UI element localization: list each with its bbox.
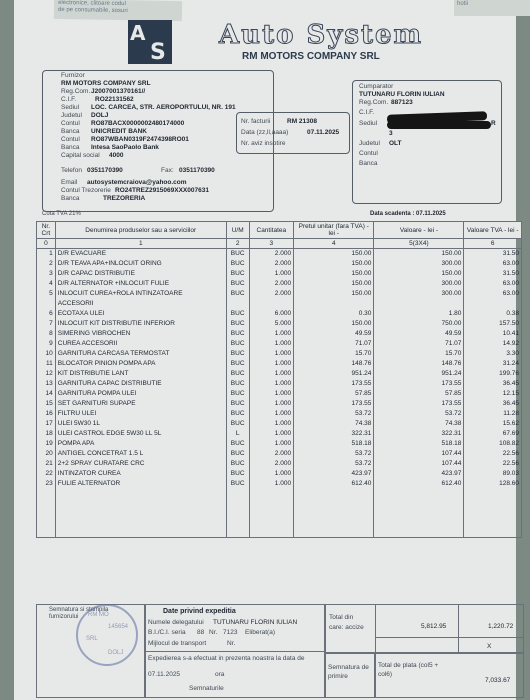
invoice-date: 07.11.2025 [307, 129, 340, 136]
cell-price: 951.24 [294, 369, 374, 379]
cell-name: ULEI CASTROL EDGE 5W30 LL 5L [55, 429, 226, 439]
cell-vat: 22.56 [464, 449, 522, 459]
paper-scrap: electronice, clitoare codul de pe consumabile, sosuri [54, 0, 182, 21]
cell-value: 148.76 [374, 359, 464, 369]
cell-price: 173.55 [294, 399, 374, 409]
items-body [37, 249, 522, 538]
cell-name: FILTRU ULEI [55, 409, 226, 419]
cell-name: GARNITURA CARCASA TERMOSTAT [55, 349, 226, 359]
cell-vat: 31.50 [464, 249, 522, 260]
cell-nr: 15 [37, 399, 56, 409]
cell-um: BUC [226, 359, 249, 369]
cell-price: 74.38 [294, 419, 374, 429]
cell-um: BUC [226, 479, 249, 489]
cell-um: BUC [226, 329, 249, 339]
cell-price: 49.59 [294, 329, 374, 339]
cell-value: 173.55 [374, 399, 464, 409]
supplier-header: Furnizor [61, 72, 85, 79]
cell-name: D/R EVACUARE [55, 249, 226, 260]
table-row [37, 329, 522, 339]
cell-vat: 157.50 [464, 319, 522, 329]
cell-qty: 1.000 [249, 479, 294, 489]
cell-nr: 17 [37, 419, 56, 429]
payment-total-box: Total de plata (col5 + col6) 7,033.67 [374, 652, 524, 698]
cell-vat [464, 299, 522, 309]
cell-vat: 89.03 [464, 469, 522, 479]
cell-nr: 5 [37, 289, 56, 299]
cell-qty: 1.000 [249, 359, 294, 369]
supplier-email: autosystemcraiova@yahoo.com [87, 179, 187, 186]
cell-name: ULEI 5W30 1L [55, 419, 226, 429]
cell-qty [249, 299, 294, 309]
table-header-row [37, 222, 522, 239]
cell-um: BUC [226, 249, 249, 260]
cell-nr: 19 [37, 439, 56, 449]
table-row [37, 259, 522, 269]
expedition-title: Date privind expeditia [163, 608, 236, 615]
cell-value: 1.80 [374, 309, 464, 319]
cell-qty: 2.000 [249, 449, 294, 459]
cell-nr: 2 [37, 259, 56, 269]
cell-um: BUC [226, 279, 249, 289]
cell-um [226, 299, 249, 309]
cell-price: 148.76 [294, 359, 374, 369]
cell-nr: 16 [37, 409, 56, 419]
cell-name: GARNITURA POMPA ULEI [55, 389, 226, 399]
table-row [37, 319, 522, 329]
cell-qty: 1.000 [249, 409, 294, 419]
cell-nr: 14 [37, 389, 56, 399]
cell-vat: 63.00 [464, 259, 522, 269]
cell-um: BUC [226, 469, 249, 479]
table-row [37, 289, 522, 299]
cell-value: 423.97 [374, 469, 464, 479]
table-filler-row [37, 489, 522, 538]
cell-price: 423.97 [294, 469, 374, 479]
buyer-name: TUTUNARU FLORIN IULIAN [359, 91, 445, 98]
company-stamp: RM MO 145654 SRL DOLJ [76, 604, 138, 666]
table-row [37, 379, 522, 389]
cell-name: INLOCUIT CUREA+ROLA INTINZATOARE [55, 289, 226, 299]
cell-value: 612.40 [374, 479, 464, 489]
cell-name: ECOTAXA ULEI [55, 309, 226, 319]
cell-um: BUC [226, 379, 249, 389]
cell-nr: 18 [37, 429, 56, 439]
cell-vat: 36.45 [464, 399, 522, 409]
brand-subtitle: RM MOTORS COMPANY SRL [242, 51, 380, 62]
cell-name: SIMERING VIBROCHEN [55, 329, 226, 339]
cell-value [374, 299, 464, 309]
cell-vat: 199.76 [464, 369, 522, 379]
cell-vat: 63.00 [464, 279, 522, 289]
cell-vat: 36.45 [464, 379, 522, 389]
table-row [37, 469, 522, 479]
cell-name: D/R ALTERNATOR +INLOCUIT FULIE [55, 279, 226, 289]
paper-scrap-right: hotii [454, 0, 530, 16]
cell-price: 53.72 [294, 409, 374, 419]
cell-um: L [226, 429, 249, 439]
table-row [37, 459, 522, 469]
cell-value: 74.38 [374, 419, 464, 429]
col-header-price: Pretul unitar (fara TVA) - lei - [294, 222, 374, 239]
table-row [37, 279, 522, 289]
buyer-box: Cumparator TUTUNARU FLORIN IULIAN Reg.Com. 887123 C.I.F. Sediul R 3 Judetul OLT Contul Banca [352, 80, 502, 204]
cell-nr: 20 [37, 449, 56, 459]
cell-qty: 2.000 [249, 259, 294, 269]
cell-name: 2+2 SPRAY CURATARE CRC [55, 459, 226, 469]
table-row [37, 249, 522, 260]
cell-value: 951.24 [374, 369, 464, 379]
cell-name: D/R TEAVA APA+INLOCUIT ORING [55, 259, 226, 269]
table-row [37, 479, 522, 489]
table-row [37, 449, 522, 459]
delegate-name: TUTUNARU FLORIN IULIAN [213, 619, 298, 626]
cell-nr: 8 [37, 329, 56, 339]
cell-price: 150.00 [294, 269, 374, 279]
cell-price: 150.00 [294, 249, 374, 260]
cell-vat: 0.38 [464, 309, 522, 319]
cell-value: 15.70 [374, 349, 464, 359]
cell-qty: 1.000 [249, 349, 294, 359]
cell-qty: 1.000 [249, 369, 294, 379]
expedition-text: Expedierea s-a efectuat in prezenta noastra la data de [148, 655, 305, 662]
cell-vat: 67.69 [464, 429, 522, 439]
cell-um: BUC [226, 259, 249, 269]
table-row [37, 389, 522, 399]
cell-name: POMPA APA [55, 439, 226, 449]
table-row [37, 399, 522, 409]
cell-price: 0.30 [294, 309, 374, 319]
cell-nr: 6 [37, 309, 56, 319]
cell-qty: 1.000 [249, 419, 294, 429]
expedition-box: Date privind expeditia Numele delegatului TUTUNARU FLORIN IULIAN B.I./C.I. seria 88 Nr. 7123 Eliberat(a) Mijlocul de transport Nr. Expedierea s-a efectuat in prezenta noastra la data de 07.11.2025 ora Semnaturile [144, 604, 326, 698]
col-header-qty: Cantitatea [249, 222, 294, 239]
cell-value: 49.59 [374, 329, 464, 339]
cell-nr: 7 [37, 319, 56, 329]
cell-value: 53.72 [374, 409, 464, 419]
table-row [37, 409, 522, 419]
table-row [37, 309, 522, 319]
cell-name: GARNITURA CAPAC DISTRIBUTIE [55, 379, 226, 389]
cell-um: BUC [226, 269, 249, 279]
cell-price: 173.55 [294, 379, 374, 389]
cell-name: D/R CAPAC DISTRIBUTIE [55, 269, 226, 279]
cell-value: 750.00 [374, 319, 464, 329]
cell-price: 150.00 [294, 259, 374, 269]
cell-nr: 9 [37, 339, 56, 349]
cell-nr: 12 [37, 369, 56, 379]
cell-value: 150.00 [374, 249, 464, 260]
invoice-number-box: Nr. facturii RM 21308 Data (zz,ll,aaaa) 07.11.2025 Nr. aviz insotire [236, 112, 350, 154]
cell-price [294, 299, 374, 309]
cell-vat: 31.24 [464, 359, 522, 369]
cell-qty: 1.000 [249, 439, 294, 449]
cell-name: INTINZATOR CUREA [55, 469, 226, 479]
cell-um: BUC [226, 419, 249, 429]
col-header-um: U/M [226, 222, 249, 239]
cell-value: 300.00 [374, 279, 464, 289]
invoice-sheet [14, 0, 519, 700]
col-header-value: Valoare - lei - [374, 222, 464, 239]
totals-box: Total din care: accize 5,812.95 1,220.72 X [324, 604, 524, 654]
supplier-name: RM MOTORS COMPANY SRL [61, 80, 151, 87]
cell-value: 150.00 [374, 269, 464, 279]
cell-qty: 1.000 [249, 339, 294, 349]
cell-name: ACCESORII [55, 299, 226, 309]
cell-qty: 2.000 [249, 279, 294, 289]
cell-price: 322.31 [294, 429, 374, 439]
cell-um: BUC [226, 399, 249, 409]
cell-value: 173.55 [374, 379, 464, 389]
cell-name: KIT DISTRIBUTIE LANT [55, 369, 226, 379]
total-label: Total din care: accize [329, 614, 364, 631]
cell-um: BUC [226, 439, 249, 449]
cell-um: BUC [226, 459, 249, 469]
cell-price: 15.70 [294, 349, 374, 359]
cell-vat: 12.15 [464, 389, 522, 399]
table-row [37, 429, 522, 439]
total-value: 5,812.95 [421, 623, 447, 630]
cell-price: 612.40 [294, 479, 374, 489]
cell-value: 71.07 [374, 339, 464, 349]
cell-qty: 2.000 [249, 249, 294, 260]
vat-rate: Cota TVA 21% [42, 211, 81, 217]
supplier-box: Furnizor RM MOTORS COMPANY SRL Reg.Com. J2007001370161// C.I.F. RO22131562 Sediul LOC. CARCEA, STR. AEROPORTULUI, NR. 191 Judetul DOLJ Contul RO87BACX0000002480174000 Banca UNICREDIT BANK Contul RO87WBAN0319F2474398RO01 Banca Intesa SaoPaolo Bank Capital social 4000 Telefon 0351170390 Fax: 0351170390 Email autosystemcraiova@yahoo.com Contul Trezorerie RO24TREZ2915069XXX007631 Banca TREZORERIA [42, 70, 274, 212]
cell-vat: 11.28 [464, 409, 522, 419]
cell-value: 322.31 [374, 429, 464, 439]
cell-name: SET GARNITURI SUPAPE [55, 399, 226, 409]
payment-total: 7,033.67 [485, 677, 511, 684]
table-row [37, 339, 522, 349]
cell-nr: 10 [37, 349, 56, 359]
cell-nr: 13 [37, 379, 56, 389]
cell-value: 300.00 [374, 259, 464, 269]
cell-qty: 1.000 [249, 379, 294, 389]
cell-value: 300.00 [374, 289, 464, 299]
cell-qty: 2.000 [249, 459, 294, 469]
cell-vat: 22.56 [464, 459, 522, 469]
receipt-signature-box: Semnatura de primire [324, 652, 376, 698]
buyer-header: Cumparator [359, 83, 394, 90]
table-row [37, 439, 522, 449]
cell-qty: 6.000 [249, 309, 294, 319]
cell-um: BUC [226, 369, 249, 379]
cell-vat: 31.50 [464, 269, 522, 279]
cell-vat: 14.92 [464, 339, 522, 349]
cell-qty: 1.000 [249, 399, 294, 409]
stamp-box-label: Semnatura si stampila furnizorului [49, 607, 109, 620]
cell-qty: 1.000 [249, 429, 294, 439]
cell-nr: 1 [37, 249, 56, 260]
cell-price: 71.07 [294, 339, 374, 349]
cell-vat: 10.41 [464, 329, 522, 339]
cell-um: BUC [226, 309, 249, 319]
cell-qty: 5.000 [249, 319, 294, 329]
col-header-name: Denumirea produselor sau a serviciilor [55, 222, 226, 239]
cell-vat: 63.00 [464, 289, 522, 299]
cell-um: BUC [226, 389, 249, 399]
cell-price: 57.85 [294, 389, 374, 399]
cell-qty: 1.000 [249, 469, 294, 479]
column-number-row: 0 1 2 3 4 5(3X4) 6 [37, 239, 522, 249]
table-row [37, 369, 522, 379]
cell-qty: 2.000 [249, 289, 294, 299]
cell-nr: 11 [37, 359, 56, 369]
cell-um: BUC [226, 289, 249, 299]
items-table [36, 221, 522, 538]
cell-price: 518.18 [294, 439, 374, 449]
total-vat: 1,220.72 [488, 623, 514, 630]
cell-value: 518.18 [374, 439, 464, 449]
cell-um: BUC [226, 339, 249, 349]
cell-nr: 22 [37, 469, 56, 479]
due-date: Data scadenta : 07.11.2025 [370, 211, 446, 217]
cell-vat: 3.30 [464, 349, 522, 359]
cell-name: CUREA ACCESORII [55, 339, 226, 349]
redaction-mark [387, 121, 491, 129]
col-header-vat: Valoare TVA - lei - [464, 222, 522, 239]
cell-vat: 108.82 [464, 439, 522, 449]
cell-nr: 4 [37, 279, 56, 289]
cell-um: BUC [226, 319, 249, 329]
cell-value: 107.44 [374, 459, 464, 469]
invoice-number: RM 21308 [287, 118, 317, 125]
brand-title: Auto System [219, 20, 424, 50]
cell-um: BUC [226, 349, 249, 359]
cell-qty: 1.000 [249, 269, 294, 279]
supplier-fax: 0351170390 [179, 167, 215, 174]
cell-um: BUC [226, 409, 249, 419]
supplier-phone: 0351170390 [87, 167, 123, 174]
cell-nr [37, 299, 56, 309]
cell-price: 53.72 [294, 449, 374, 459]
table-row [37, 419, 522, 429]
cell-vat: 15.62 [464, 419, 522, 429]
table-row [37, 359, 522, 369]
cell-price: 150.00 [294, 279, 374, 289]
cell-nr: 21 [37, 459, 56, 469]
cell-value: 57.85 [374, 389, 464, 399]
cell-vat: 128.60 [464, 479, 522, 489]
col-header-nr: Nr. Crt [37, 222, 56, 239]
cell-price: 53.72 [294, 459, 374, 469]
company-logo: A S [128, 20, 172, 64]
cell-nr: 3 [37, 269, 56, 279]
cell-name: FULIE ALTERNATOR [55, 479, 226, 489]
cell-um: BUC [226, 449, 249, 459]
table-row [37, 299, 522, 309]
table-row [37, 269, 522, 279]
table-row [37, 349, 522, 359]
cell-qty: 1.000 [249, 329, 294, 339]
cell-name: ANTIGEL CONCETRAT 1.5 L [55, 449, 226, 459]
cell-value: 107.44 [374, 449, 464, 459]
cell-qty: 1.000 [249, 389, 294, 399]
cell-name: INLOCUIT KIT DISTRIBUTIE INFERIOR [55, 319, 226, 329]
cell-nr: 23 [37, 479, 56, 489]
cell-name: BLOCATOR PINION POMPA APA [55, 359, 226, 369]
cell-price: 150.00 [294, 289, 374, 299]
cell-price: 150.00 [294, 319, 374, 329]
